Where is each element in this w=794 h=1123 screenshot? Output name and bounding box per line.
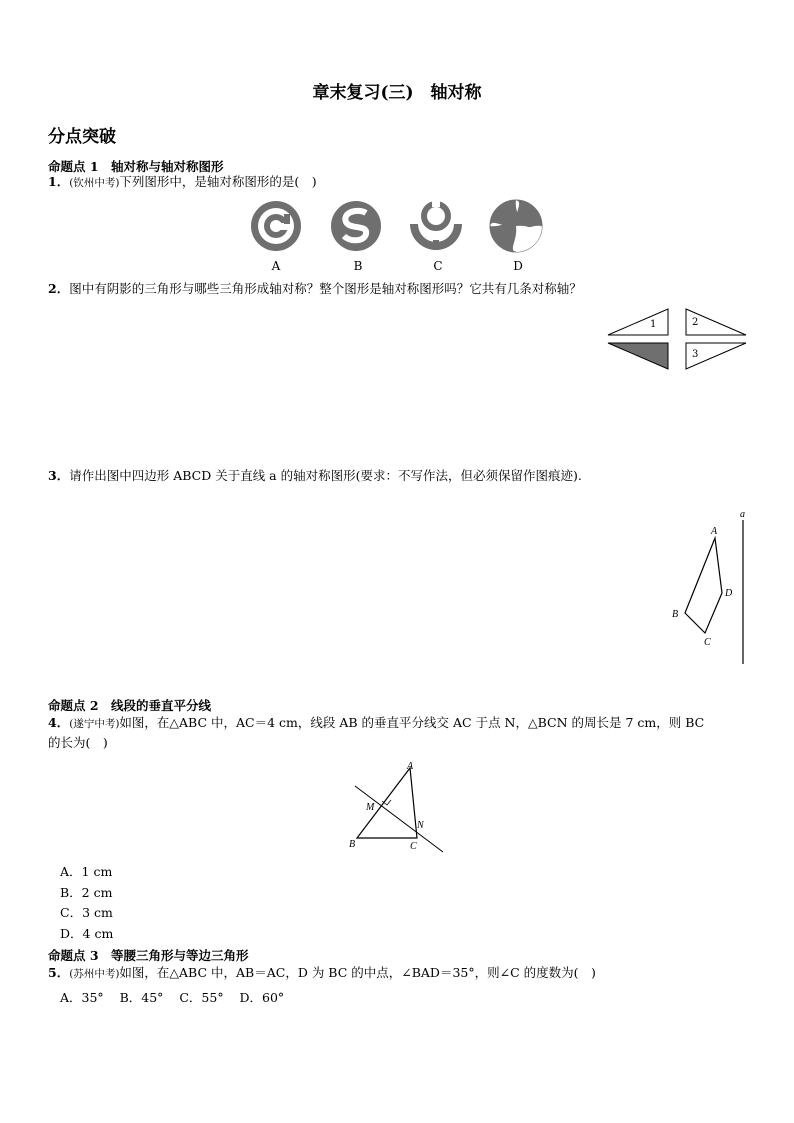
label-a-line: a bbox=[740, 509, 745, 520]
triangle-1 bbox=[608, 309, 668, 335]
q3-quadrilateral-figure bbox=[665, 508, 755, 668]
label-point-d: D bbox=[725, 588, 733, 599]
question-text: 图中有阴影的三角形与哪些三角形成轴对称？整个图形是轴对称图形吗？它共有几条对称轴？ bbox=[69, 281, 582, 296]
topic-heading-3: 命题点 3 等腰三角形与等边三角形 bbox=[48, 948, 249, 963]
question-text: 请作出图中四边形 ABCD 关于直线 a 的轴对称图形(要求：不写作法，但必须保留作图痕迹). bbox=[69, 468, 582, 483]
question-source: (遂宁中考) bbox=[69, 718, 120, 730]
topic-heading-2: 命题点 2 线段的垂直平分线 bbox=[48, 698, 212, 713]
q4-triangle-figure bbox=[345, 760, 450, 855]
q5-option-a: A．35° bbox=[60, 990, 104, 1005]
figure-d-pinwheel-icon bbox=[490, 200, 542, 252]
question-source: (钦州中考) bbox=[69, 177, 120, 189]
label-point-c: C bbox=[410, 841, 417, 852]
q5-options bbox=[60, 988, 284, 1006]
shaded-triangle bbox=[608, 343, 668, 369]
q2-triangles-figure bbox=[608, 307, 748, 373]
question-source: (苏州中考) bbox=[69, 968, 120, 980]
question-4-line-2: 的长为( ) bbox=[48, 735, 108, 750]
quadrilateral-abcd bbox=[685, 538, 722, 633]
question-5: 5．(苏州中考)如图，在△ABC 中，AB＝AC，D 为 BC 的中点，∠BAD＝35°，则∠C 的度数为( ) bbox=[48, 965, 596, 980]
label-point-b: B bbox=[349, 839, 356, 850]
q5-option-b: B．45° bbox=[119, 990, 164, 1005]
label-point-b: B bbox=[672, 609, 679, 620]
page-title: 章末复习(三) 轴对称 bbox=[312, 83, 482, 103]
q4-option-c: C．3 cm bbox=[60, 905, 113, 920]
option-label-a: A bbox=[271, 259, 281, 273]
q4-option-d: D．4 cm bbox=[60, 926, 114, 941]
question-number: 2 bbox=[48, 281, 57, 296]
right-angle-mark bbox=[382, 800, 391, 805]
q4-option-a: A．1 cm bbox=[60, 864, 113, 879]
question-text: 下列图形中，是轴对称图形的是( ) bbox=[119, 174, 317, 189]
q1-figures bbox=[248, 199, 548, 255]
label-point-a: A bbox=[711, 526, 718, 537]
option-label-d: D bbox=[513, 259, 523, 273]
label-point-m: M bbox=[366, 802, 375, 813]
question-number: 4 bbox=[48, 715, 57, 730]
question-number: 1 bbox=[48, 174, 57, 189]
question-4: 4．(遂宁中考)如图，在△ABC 中，AC＝4 cm，线段 AB 的垂直平分线交 AC 于点 N，△BCN 的周长是 7 cm，则 BC bbox=[48, 715, 705, 730]
label-point-a: A bbox=[407, 761, 414, 772]
q5-option-c: C．55° bbox=[179, 990, 224, 1005]
question-text: 如图，在△ABC 中，AB＝AC，D 为 BC 的中点，∠BAD＝35°，则∠C 的度数为( ) bbox=[119, 965, 596, 980]
figure-b-s-icon bbox=[331, 201, 381, 251]
q4-option-b: B．2 cm bbox=[60, 885, 113, 900]
q5-option-d: D．60° bbox=[239, 990, 285, 1005]
label-point-n: N bbox=[417, 820, 424, 831]
triangle-label-2: 2 bbox=[692, 317, 699, 328]
question-text-line-1: 如图，在△ABC 中，AC＝4 cm，线段 AB 的垂直平分线交 AC 于点 N，△BCN 的周长是 7 cm，则 BC bbox=[119, 715, 705, 730]
question-1: 1．(钦州中考)下列图形中，是轴对称图形的是( ) bbox=[48, 174, 317, 189]
topic-heading-1: 命题点 1 轴对称与轴对称图形 bbox=[48, 159, 224, 174]
figure-c-ring-icon bbox=[410, 199, 462, 250]
question-number: 5 bbox=[48, 965, 57, 980]
triangle-label-3: 3 bbox=[692, 349, 699, 360]
label-point-c: C bbox=[704, 637, 711, 648]
triangle-label-1: 1 bbox=[650, 319, 657, 330]
option-label-c: C bbox=[433, 259, 443, 273]
question-number: 3 bbox=[48, 468, 57, 483]
section-title: 分点突破 bbox=[48, 127, 116, 147]
question-3: 3．请作出图中四边形 ABCD 关于直线 a 的轴对称图形(要求：不写作法，但必须保留作图痕迹). bbox=[48, 468, 582, 483]
option-label-b: B bbox=[353, 259, 363, 273]
question-2: 2．图中有阴影的三角形与哪些三角形成轴对称？整个图形是轴对称图形吗？它共有几条对称轴？ bbox=[48, 281, 582, 296]
figure-a-swirl-icon bbox=[251, 201, 301, 251]
perpendicular-bisector bbox=[355, 786, 443, 852]
